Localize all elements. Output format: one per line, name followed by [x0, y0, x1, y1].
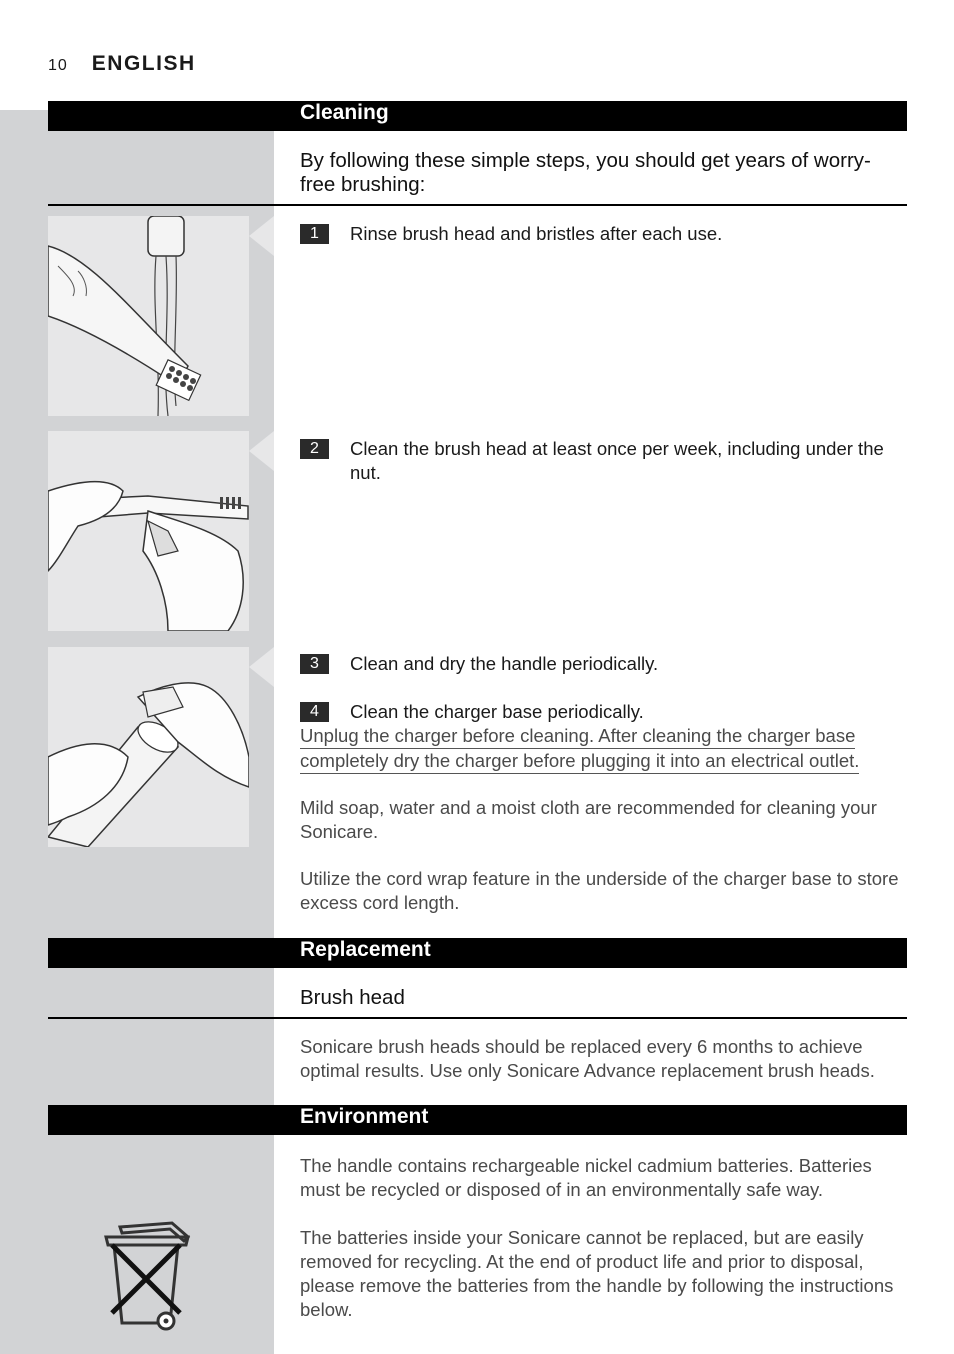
step-number: 4: [300, 702, 329, 722]
replacement-section-bar: [48, 938, 907, 968]
environment-text-2: The batteries inside your Sonicare cannot be replaced, but are easily removed for recycling. At the end of product life and prior to disposal, please remove the batteries from the handle by following the instructions below.: [300, 1227, 894, 1320]
cleaning-title: Cleaning: [300, 101, 389, 124]
replacement-subtitle: Brush head: [300, 986, 405, 1009]
page-language: ENGLISH: [91, 52, 196, 75]
warning-line-2: completely dry the charger before plugging it into an electrical outlet.: [300, 749, 859, 774]
step-1: [300, 222, 906, 246]
warning-line-1: Unplug the charger before cleaning. After cleaning the charger base: [300, 724, 855, 749]
illustration-pointer: [249, 216, 274, 256]
environment-text-1: The handle contains rechargeable nickel cadmium batteries. Batteries must be recycled or disposed of in an environmentally safe way.: [300, 1155, 872, 1200]
step-text: Clean the charger base periodically.: [350, 701, 644, 722]
illustration-pointer: [249, 647, 274, 687]
cleaning-intro: By following these simple steps, you should get years of worry-free brushing:: [300, 149, 871, 196]
page-number: 10: [48, 57, 68, 74]
step-text: Clean and dry the handle periodically.: [350, 653, 659, 674]
replacement-text: Sonicare brush heads should be replaced every 6 months to achieve optimal results. Use only Sonicare Advance replacement brush heads.: [300, 1036, 875, 1081]
step-number: 2: [300, 439, 329, 459]
replacement-title: Replacement: [300, 938, 431, 961]
cleaning-warning: [300, 724, 906, 774]
illustration-pointer: [249, 431, 274, 471]
step-number: 3: [300, 654, 329, 674]
crossed-bin-icon: [100, 1215, 196, 1335]
page-header: [48, 52, 196, 76]
environment-section-bar: [48, 1105, 907, 1135]
environment-title: Environment: [300, 1105, 429, 1128]
step-number: 1: [300, 224, 329, 244]
clean-brush-head-icon: [48, 431, 249, 631]
cleaning-section-bar: [48, 101, 907, 131]
clean-handle-icon: [48, 647, 249, 847]
replacement-rule: [48, 1017, 907, 1019]
cleaning-intro-rule: [48, 204, 907, 206]
step-4: [300, 700, 906, 724]
step-text: Clean the brush head at least once per week, including under the nut.: [350, 438, 884, 483]
step-text: Rinse brush head and bristles after each use.: [350, 223, 723, 244]
cleaning-note-2: Utilize the cord wrap feature in the underside of the charger base to store excess cord length.: [300, 868, 899, 913]
cleaning-note-1: Mild soap, water and a moist cloth are recommended for cleaning your Sonicare.: [300, 797, 877, 842]
step-2: [300, 437, 906, 485]
step-3: [300, 652, 906, 676]
rinse-brush-head-icon: [48, 216, 249, 416]
